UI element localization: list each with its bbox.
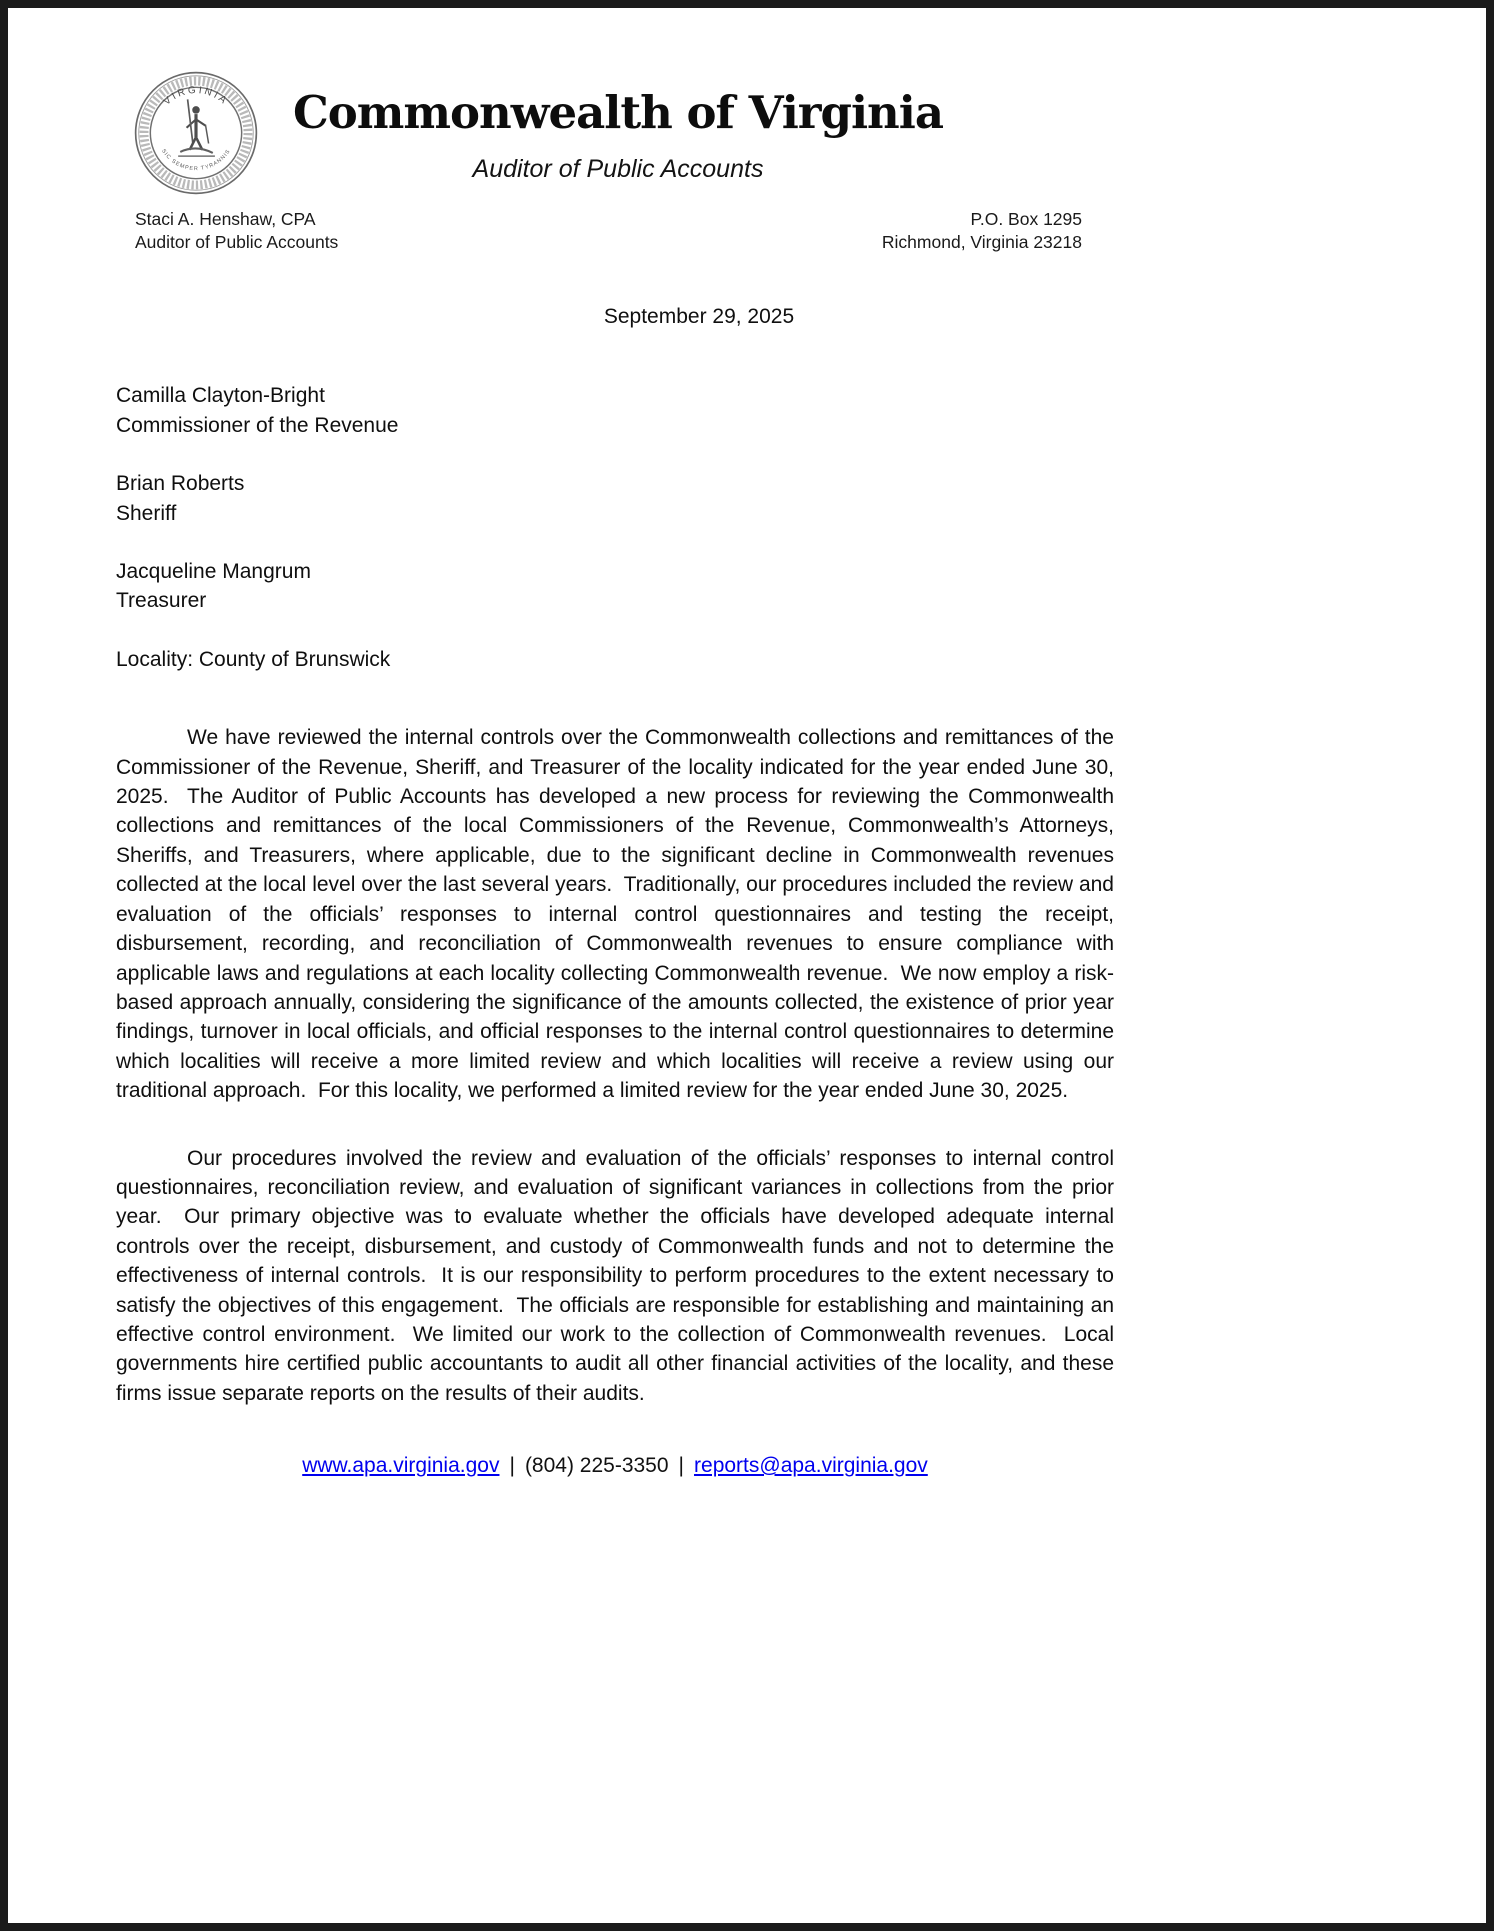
address-line1: P.O. Box 1295 xyxy=(970,209,1082,229)
recipient-name: Brian Roberts xyxy=(116,472,245,496)
svg-text:SIC SEMPER TYRANNIS: SIC SEMPER TYRANNIS xyxy=(159,148,233,173)
recipient-treasurer xyxy=(116,557,1114,616)
page-footer xyxy=(116,1454,1114,1478)
recipient-list xyxy=(116,381,1114,674)
address-block xyxy=(882,208,1082,254)
recipient-name: Jacqueline Mangrum xyxy=(116,560,311,584)
email-link[interactable]: reports@apa.virginia.gov xyxy=(694,1454,928,1477)
letterhead xyxy=(8,86,1228,184)
recipient-commissioner xyxy=(116,381,1114,440)
recipient-title: Treasurer xyxy=(116,589,207,613)
paragraph-procedures: Our procedures involved the review and evaluation of the officials’ responses to internal control questionnaires, reconciliation review, and evaluation of significant variances in collections from the prior year. Our primary objective was to evaluate whether the officials have developed adequate internal controls over the receipt, disbursement, and custody of Commonwealth funds and not to determine the effectiveness of internal controls. It is our responsibility to perform procedures to the extent necessary to satisfy the objectives of this engagement. The officials are responsible for establishing and maintaining an effective control environment. We limited our work to the collection of Commonwealth revenues. Local governments hire certified public accountants to audit all other financial activities of the locality, and these firms issue separate reports on the results of their audits. xyxy=(116,1146,1114,1405)
website-link[interactable]: www.apa.virginia.gov xyxy=(302,1454,500,1477)
recipient-sheriff xyxy=(116,469,1114,528)
official-title: Auditor of Public Accounts xyxy=(135,232,339,252)
recipient-title: Sheriff xyxy=(116,501,177,525)
letter-date: September 29, 2025 xyxy=(603,305,795,328)
official-name: Staci A. Henshaw, CPA xyxy=(135,209,316,229)
svg-text:VIRGINIA: VIRGINIA xyxy=(161,84,231,108)
footer-separator: | xyxy=(678,1454,685,1477)
letterhead-title: Commonwealth of Virginia xyxy=(292,86,944,139)
recipient-title: Commissioner of the Revenue xyxy=(116,413,399,437)
footer-separator: | xyxy=(509,1454,515,1477)
recipient-name: Camilla Clayton-Bright xyxy=(116,384,325,408)
locality-line: Locality: County of Brunswick xyxy=(116,647,391,671)
address-line2: Richmond, Virginia 23218 xyxy=(881,232,1082,252)
paragraph-review-overview: We have reviewed the internal controls over the Commonwealth collections and remittances of the Commissioner of the Revenue, Sheriff, and Treasurer of the locality indicated for the year ended June 30, 2025. The Auditor of Public Accounts has developed a new process for reviewing the Commonwealth collections and remittances of the local Commissioners of the Revenue, Commonwealth’s Attorneys, Sheriffs, and Treasurers, where applicable, due to the significant decline in Commonwealth revenues collected at the local level over the last several years. Traditionally, our procedures included the review and evaluation of the officials’ responses to internal control questionnaires and testing the receipt, disbursement, recording, and reconciliation of Commonwealth revenues to ensure compliance with applicable laws and regulations at each locality collecting Commonwealth revenue. We now employ a risk-based approach annually, considering the significance of the amounts collected, the existence of prior year findings, turnover in local officials, and official responses to the internal control questionnaires to determine which localities will receive a more limited review and which localities will receive a review using our traditional approach. For this locality, we performed a limited review for the year ended June 30, 2025. xyxy=(116,726,1114,1103)
letterhead-subtitle: Auditor of Public Accounts xyxy=(472,155,764,183)
footer-phone: (804) 225-3350 xyxy=(524,1454,669,1477)
official-block xyxy=(135,208,338,254)
letter-body xyxy=(116,302,1114,1408)
